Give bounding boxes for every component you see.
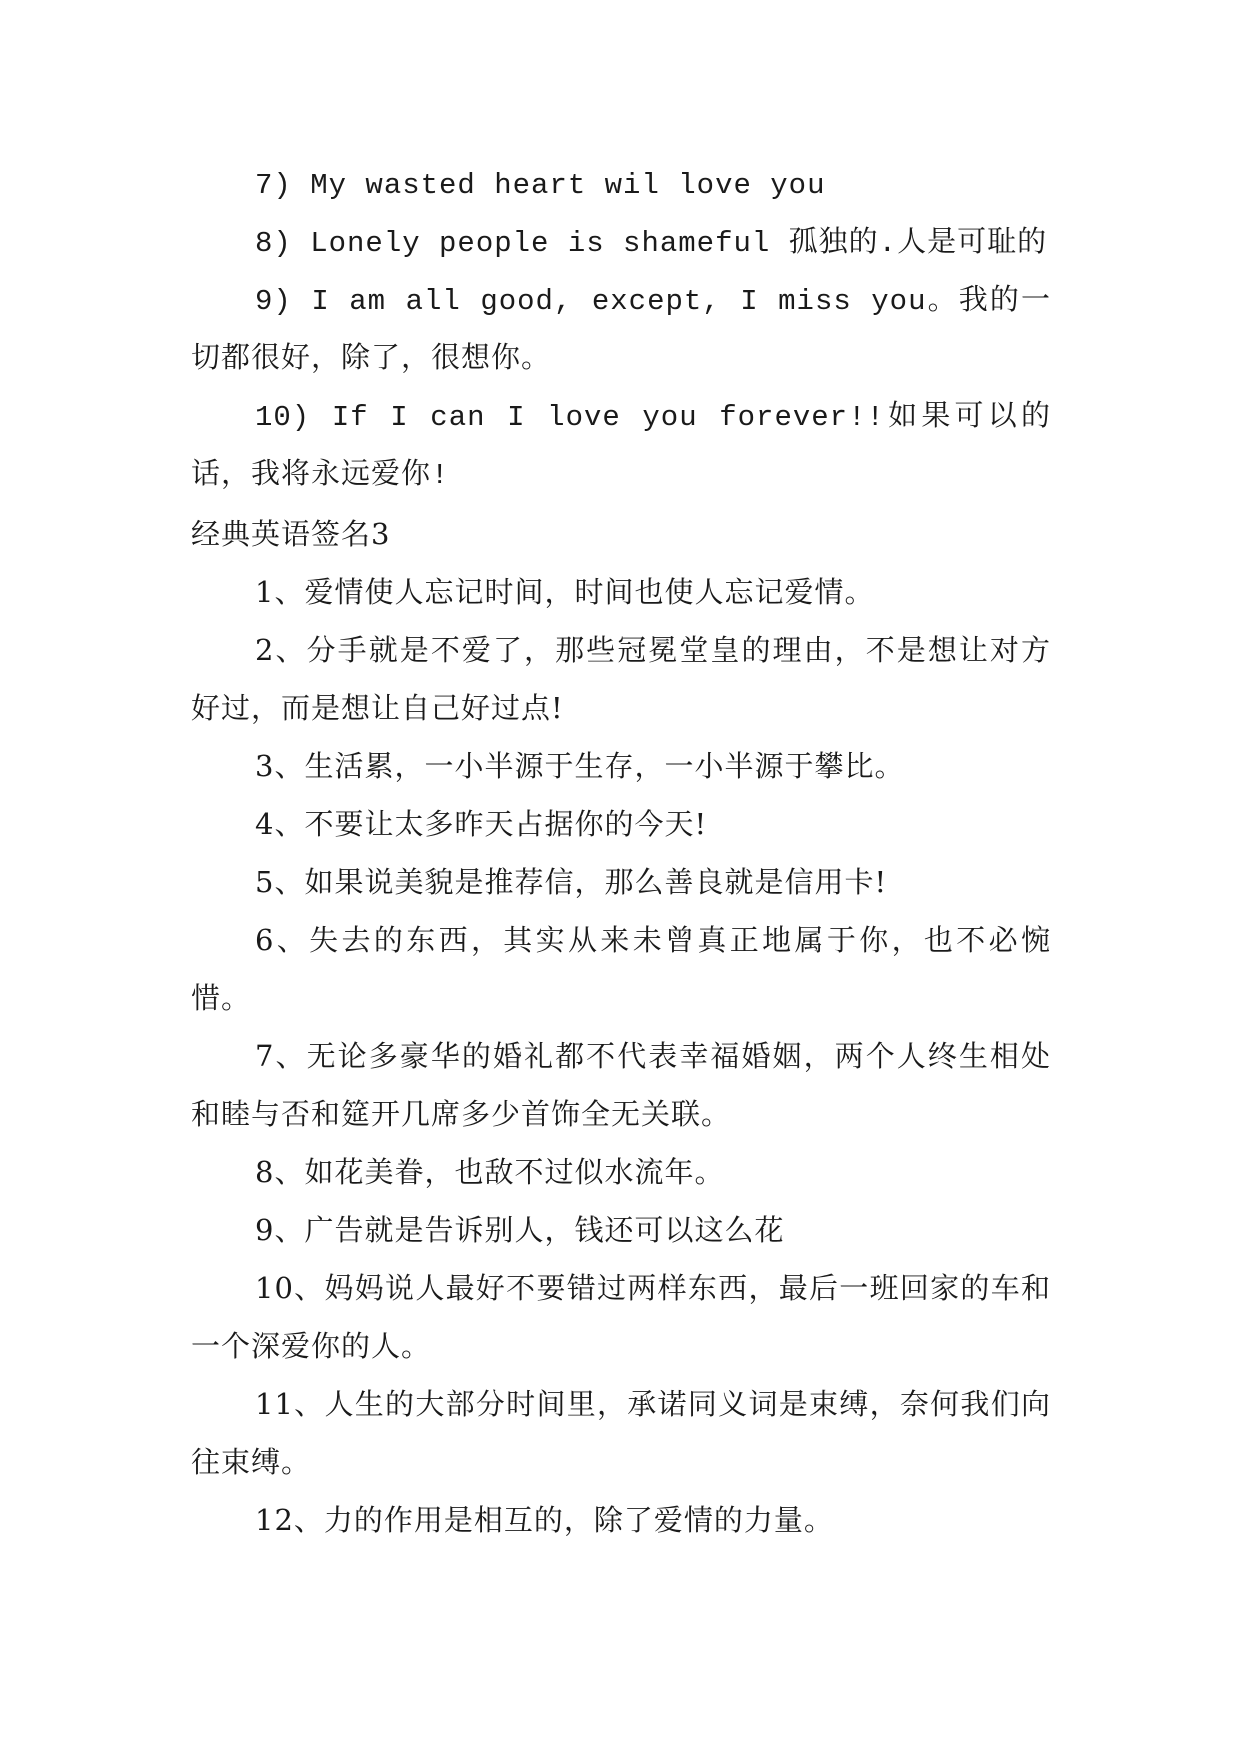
paragraph-6: 6、失去的东西，其实从来未曾真正地属于你，也不必惋惜。 [191,923,1051,1015]
document-body [191,157,1051,1549]
paragraph-12: 12、力的作用是相互的，除了爱情的力量。 [255,1503,834,1537]
paragraph-7: 7、无论多豪华的婚礼都不代表幸福婚姻，两个人终生相处和睦与否和筵开几席多少首饰全无关联。 [191,1039,1051,1131]
paragraph-en-9: 9) I am all good, except, I miss you。我的一切都很好，除了，很想你。 [191,285,1051,376]
paragraph-5: 5、如果说美貌是推荐信，那么善良就是信用卡! [255,865,888,899]
paragraph-9: 9、广告就是告诉别人，钱还可以这么花 [255,1213,785,1247]
paragraph-en-7: 7) My wasted heart wil love you [255,169,826,202]
paragraph-8: 8、如花美眷，也敌不过似水流年。 [255,1155,725,1189]
paragraph-11: 11、人生的大部分时间里，承诺同义词是束缚，奈何我们向往束缚。 [191,1387,1051,1479]
paragraph-en-10: 10) If I can I love you forever!!如果可以的话，我将永远爱你! [191,401,1051,492]
paragraph-1: 1、爱情使人忘记时间，时间也使人忘记爱情。 [255,575,875,609]
paragraph-2: 2、分手就是不爱了，那些冠冕堂皇的理由，不是想让对方好过，而是想让自己好过点! [191,633,1051,725]
paragraph-10: 10、妈妈说人最好不要错过两样东西，最后一班回家的车和一个深爱你的人。 [191,1271,1051,1363]
paragraph-3: 3、生活累，一小半源于生存，一小半源于攀比。 [255,749,905,783]
paragraph-en-8: 8) Lonely people is shameful 孤独的.人是可耻的 [255,227,1048,260]
section-heading: 经典英语签名3 [191,517,391,551]
paragraph-4: 4、不要让太多昨天占据你的今天! [255,807,708,841]
